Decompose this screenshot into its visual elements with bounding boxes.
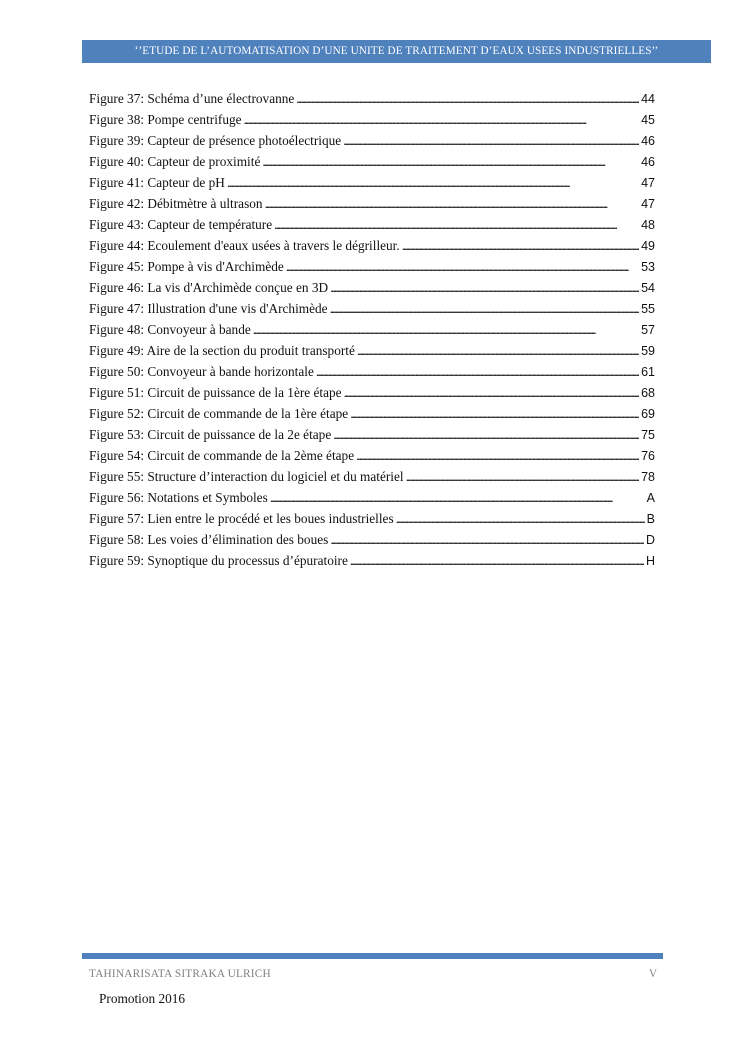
toc-entry-label: Figure 41: Capteur de pH (89, 175, 225, 190)
toc-entry[interactable] (89, 214, 655, 235)
dot-leader (270, 487, 645, 508)
toc-entry-label: Figure 39: Capteur de présence photoélectrique (89, 133, 342, 148)
toc-entry-label: Figure 47: Illustration d'une vis d'Archimède (89, 301, 328, 316)
toc-entry[interactable] (89, 277, 655, 298)
toc-entry[interactable] (89, 424, 655, 445)
toc-entry[interactable] (89, 319, 655, 340)
toc-entry[interactable] (89, 508, 655, 529)
toc-entry-label: Figure 43: Capteur de température (89, 217, 273, 232)
table-of-figures (89, 88, 655, 571)
toc-entry-label: Figure 38: Pompe centrifuge (89, 112, 242, 127)
toc-entry-label: Figure 57: Lien entre le procédé et les boues industrielles (89, 511, 394, 526)
toc-entry[interactable] (89, 445, 655, 466)
footer-author: TAHINARISATA SITRAKA ULRICH (89, 968, 271, 980)
dot-leader (350, 550, 644, 571)
dot-leader (265, 193, 640, 214)
dot-leader (344, 382, 640, 403)
dot-leader (296, 88, 639, 109)
toc-entry-label: Figure 37: Schéma d’une électrovanne (89, 91, 295, 106)
dot-leader (227, 172, 639, 193)
toc-entry-page: 47 (641, 197, 655, 211)
toc-entry-label: Figure 55: Structure d’interaction du logiciel et du matériel (89, 469, 404, 484)
dot-leader (316, 361, 639, 382)
toc-entry-label: Figure 45: Pompe à vis d'Archimède (89, 259, 284, 274)
dot-leader (286, 256, 639, 277)
toc-entry-page: D (645, 533, 655, 547)
toc-entry[interactable] (89, 403, 655, 424)
toc-entry[interactable] (89, 193, 655, 214)
toc-entry-label: Figure 56: Notations et Symboles (89, 490, 268, 505)
toc-entry-page: 57 (641, 323, 655, 337)
toc-entry[interactable] (89, 340, 655, 361)
toc-entry-page: H (645, 554, 655, 568)
dot-leader (333, 424, 639, 445)
toc-entry-page: 69 (641, 407, 655, 421)
toc-entry-page: 54 (641, 281, 655, 295)
dot-leader (330, 277, 639, 298)
toc-entry[interactable] (89, 151, 655, 172)
toc-entry-page: 49 (641, 239, 655, 253)
dot-leader (406, 466, 639, 487)
toc-entry[interactable] (89, 487, 655, 508)
toc-entry-label: Figure 51: Circuit de puissance de la 1ère étape (89, 385, 342, 400)
toc-entry-page: A (646, 491, 655, 505)
toc-entry-label: Figure 52: Circuit de commande de la 1ère étape (89, 406, 349, 421)
toc-entry-page: 55 (641, 302, 655, 316)
toc-entry-label: Figure 58: Les voies d’élimination des boues (89, 532, 329, 547)
toc-entry-page: 47 (641, 176, 655, 190)
toc-entry[interactable] (89, 109, 655, 130)
dot-leader (396, 508, 645, 529)
toc-entry[interactable] (89, 235, 655, 256)
toc-entry-page: 44 (641, 92, 655, 106)
dot-leader (244, 109, 640, 130)
toc-entry-label: Figure 46: La vis d'Archimède conçue en 3D (89, 280, 329, 295)
toc-entry-page: 53 (641, 260, 655, 274)
toc-entry[interactable] (89, 550, 655, 571)
dot-leader (343, 130, 639, 151)
toc-entry-label: Figure 53: Circuit de puissance de la 2e étape (89, 427, 332, 442)
toc-entry-page: 45 (641, 113, 655, 127)
toc-entry-page: 68 (641, 386, 655, 400)
toc-entry-page: 61 (641, 365, 655, 379)
toc-entry[interactable] (89, 529, 655, 550)
toc-entry-page: B (646, 512, 655, 526)
toc-entry[interactable] (89, 88, 655, 109)
toc-entry-label: Figure 40: Capteur de proximité (89, 154, 261, 169)
toc-entry-page: 59 (641, 344, 655, 358)
dot-leader (253, 319, 639, 340)
toc-entry-label: Figure 48: Convoyeur à bande (89, 322, 251, 337)
toc-entry-page: 48 (641, 218, 655, 232)
toc-entry[interactable] (89, 382, 655, 403)
toc-entry[interactable] (89, 466, 655, 487)
dot-leader (356, 445, 639, 466)
toc-entry-label: Figure 44: Ecoulement d'eaux usées à travers le dégrilleur. (89, 238, 400, 253)
dot-leader (357, 340, 639, 361)
toc-entry-label: Figure 54: Circuit de commande de la 2ème étape (89, 448, 355, 463)
toc-entry-label: Figure 59: Synoptique du processus d’épuratoire (89, 553, 348, 568)
toc-entry-page: 78 (641, 470, 655, 484)
toc-entry[interactable] (89, 130, 655, 151)
page-number: V (648, 968, 657, 980)
page-header (82, 40, 711, 63)
dot-leader (274, 214, 639, 235)
toc-entry-page: 46 (641, 134, 655, 148)
toc-entry-page: 75 (641, 428, 655, 442)
toc-entry[interactable] (89, 361, 655, 382)
toc-entry-label: Figure 42: Débitmètre à ultrason (89, 196, 263, 211)
toc-entry-page: 46 (641, 155, 655, 169)
dot-leader (330, 529, 644, 550)
header-title: ‘’ETUDE DE L’AUTOMATISATION D’UNE UNITE DE TRAITEMENT D’EAUX USEES INDUSTRIELLES’’ (134, 45, 659, 57)
footer-divider (82, 953, 663, 959)
dot-leader (402, 235, 639, 256)
footer-promotion: Promotion 2016 (99, 991, 186, 1006)
toc-entry[interactable] (89, 172, 655, 193)
toc-entry[interactable] (89, 256, 655, 277)
toc-entry-label: Figure 50: Convoyeur à bande horizontale (89, 364, 314, 379)
dot-leader (330, 298, 640, 319)
dot-leader (262, 151, 639, 172)
toc-entry-label: Figure 49: Aire de la section du produit transporté (89, 343, 355, 358)
toc-entry-page: 76 (641, 449, 655, 463)
dot-leader (350, 403, 639, 424)
toc-entry[interactable] (89, 298, 655, 319)
